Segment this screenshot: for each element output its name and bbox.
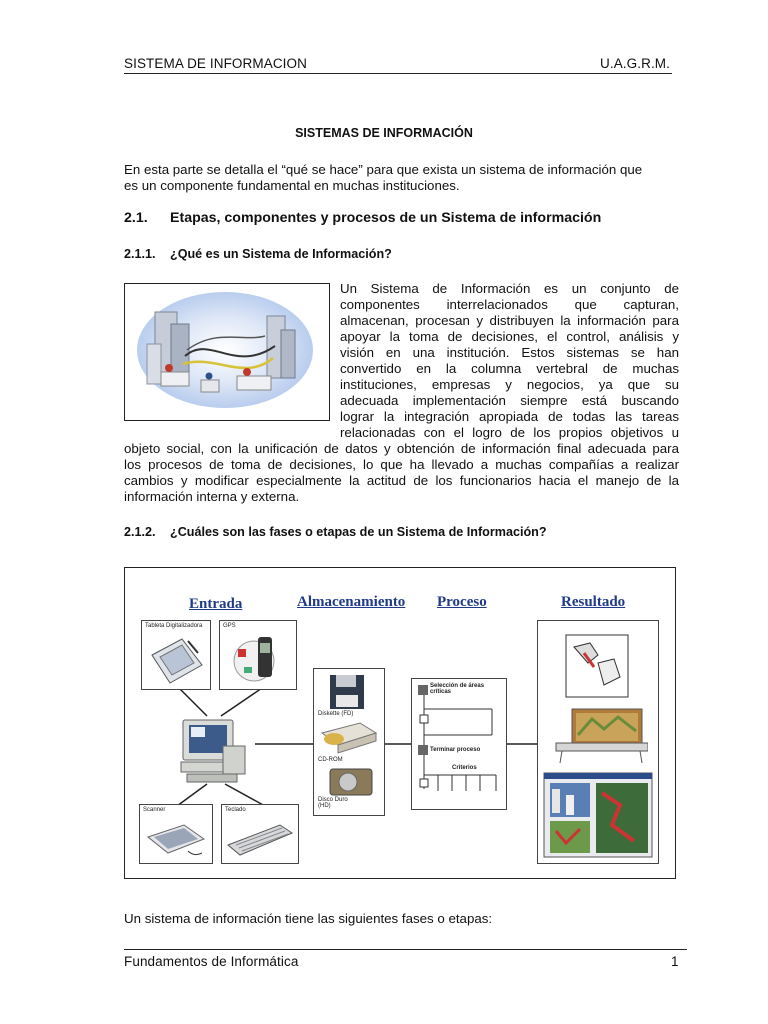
process-step-terminar: Terminar proceso xyxy=(430,747,481,753)
cdrom-label: CD-ROM xyxy=(318,757,343,763)
network-illustration-art xyxy=(125,284,329,420)
page-number: 1 xyxy=(671,954,679,969)
body-full-paragraph xyxy=(124,441,679,505)
diskette-label: Diskette (FD) xyxy=(318,711,354,717)
process-step-seleccion: Selección de áreas críticas xyxy=(430,683,485,695)
scanner-icon xyxy=(144,817,208,861)
page-title: SISTEMAS DE INFORMACIÓN xyxy=(295,126,473,140)
diskette-icon xyxy=(328,673,368,711)
section-title: Etapas, componentes y procesos de un Sistema de información xyxy=(170,210,602,226)
header-left: SISTEMA DE INFORMACION xyxy=(124,56,307,71)
subsection-title: ¿Qué es un Sistema de Información? xyxy=(170,247,392,261)
scanner-panel xyxy=(139,804,213,864)
keyboard-icon xyxy=(226,819,294,859)
tablet-panel xyxy=(141,620,211,690)
stage-resultado: Resultado xyxy=(561,594,626,610)
stage-proceso: Proceso xyxy=(437,594,487,610)
process-step-criterios: Criterios xyxy=(452,765,477,771)
gps-panel xyxy=(219,620,297,690)
body-line: objeto social, con la unificación de datos y obtención de información final adecuada para xyxy=(124,441,679,456)
stage-almacenamiento: Almacenamiento xyxy=(297,594,406,610)
gps-icon xyxy=(232,631,288,687)
subsection-number: 2.1.2. xyxy=(124,525,156,539)
cdrom-icon xyxy=(320,721,378,755)
tablet-label: Tableta Digitalizadora xyxy=(145,623,203,629)
process-flow-icon xyxy=(412,679,506,809)
gps-label: GPS xyxy=(223,623,236,629)
computer-icon xyxy=(179,716,255,786)
closing-sentence: Un sistema de información tiene las siguientes fases o etapas: xyxy=(124,911,493,926)
body-line: apoyar la toma de decisiones, el control, análisis y xyxy=(340,329,679,344)
phases-diagram xyxy=(124,567,676,879)
footer-rule xyxy=(124,949,687,950)
body-line: los procesos de toma de decisiones, lo que ha llevado a muchas compañías a realizar xyxy=(124,457,679,472)
network-illustration xyxy=(124,283,330,421)
body-line: adecuada implementación siempre está buscando xyxy=(340,393,679,408)
body-line: componentes interrelacionados que capturan, xyxy=(340,297,679,312)
intro-paragraph xyxy=(124,162,684,194)
footer-left: Fundamentos de Informática xyxy=(124,954,299,969)
stage-entrada: Entrada xyxy=(189,596,243,612)
screenshot-icon xyxy=(542,771,654,859)
subsection-title: ¿Cuáles son las fases o etapas de un Sistema de Información? xyxy=(170,525,547,539)
body-line: cambios y modificar especialmente la actitud de los funcionarios hacia el manejo de la xyxy=(124,473,679,488)
tablet-icon xyxy=(148,635,204,685)
body-line: Un Sistema de Información es un conjunto de xyxy=(340,281,679,296)
keyboard-panel xyxy=(221,804,299,864)
storage-panel xyxy=(313,668,385,816)
body-line: instituciones, empresas y negocios, ya que su xyxy=(340,377,679,392)
process-panel xyxy=(411,678,507,810)
header-right: U.A.G.R.M. xyxy=(600,56,671,71)
intro-line: En esta parte se detalla el “qué se hace” para que exista un sistema de información que xyxy=(124,162,643,177)
body-line: relacionadas con el logro de los propios objetivos u xyxy=(340,425,679,440)
harddisk-label: Disco Duro (HD) xyxy=(318,797,348,809)
harddisk-icon xyxy=(326,765,376,799)
map-print-icon xyxy=(564,633,630,699)
plotter-icon xyxy=(552,705,648,763)
body-line: información interna y externa. xyxy=(124,489,300,504)
section-number: 2.1. xyxy=(124,210,148,226)
scanner-label: Scanner xyxy=(143,807,166,813)
body-line: lograr la integración apropiada de todas las tareas xyxy=(340,409,679,424)
body-line: convertido en la columna vertebral de muchas xyxy=(340,361,679,376)
body-line: almacenan, procesan y distribuyen la información para xyxy=(340,313,679,328)
body-line: visión en una institución. Estos sistemas se han xyxy=(340,345,679,360)
subsection-number: 2.1.1. xyxy=(124,247,156,261)
intro-line: es un componente fundamental en muchas instituciones. xyxy=(124,178,460,193)
results-panel xyxy=(537,620,659,864)
keyboard-label: Teclado xyxy=(225,807,246,813)
header-rule xyxy=(124,73,672,74)
body-wrap-paragraph xyxy=(340,281,679,441)
